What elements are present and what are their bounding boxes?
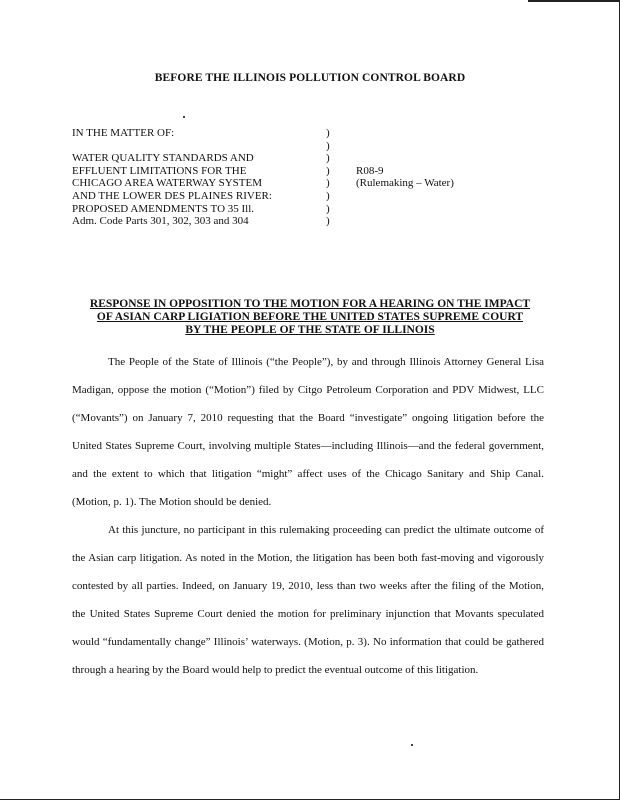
caption-row bbox=[72, 152, 532, 165]
caption-line: Adm. Code Parts 301, 302, 303 and 304 bbox=[72, 215, 249, 228]
scan-speck bbox=[183, 116, 185, 118]
caption-line: CHICAGO AREA WATERWAY SYSTEM bbox=[72, 177, 262, 190]
caption-row bbox=[72, 203, 532, 216]
caption-paren: ) bbox=[326, 164, 330, 177]
caption-line: WATER QUALITY STANDARDS AND bbox=[72, 152, 254, 165]
caption-row bbox=[72, 177, 532, 190]
page-edge-line bbox=[528, 0, 620, 2]
matter-of-label: IN THE MATTER OF: bbox=[72, 127, 175, 139]
response-title bbox=[60, 298, 560, 337]
caption-paren: ) bbox=[326, 152, 330, 165]
caption-paren: ) bbox=[326, 215, 330, 228]
caption-paren: ) bbox=[326, 189, 330, 202]
caption-row bbox=[72, 127, 532, 140]
caption-paren: ) bbox=[326, 202, 330, 215]
caption-paren: ) bbox=[326, 177, 330, 190]
caption-row bbox=[72, 215, 532, 228]
paragraph: At this juncture, no participant in this rulemaking proceeding can predict the ultimate outcome of the Asian carp litigation. As noted in the Motion, the litigation has been both fast-moving and vigorously contested by all parties. Indeed, on January 19, 2010, less than two weeks after the filing of the Motion, the United States Supreme Court denied the motion for preliminary injunction that Movants speculated would “fundamentally change” Illinois’ waterways. (Motion, p. 3). No information that could be gathered through a hearing by the Board would help to predict the eventual outcome of this litigation. bbox=[72, 524, 544, 676]
caption-paren: ) bbox=[326, 127, 330, 139]
caption-line: EFFLUENT LIMITATIONS FOR THE bbox=[72, 164, 247, 177]
scan-speck bbox=[411, 744, 413, 746]
title-line: RESPONSE IN OPPOSITION TO THE MOTION FOR A HEARING ON THE IMPACT bbox=[89, 298, 531, 310]
caption-paren: ) bbox=[326, 139, 330, 152]
case-caption bbox=[72, 127, 532, 228]
title-line: OF ASIAN CARP LIGIATION BEFORE THE UNITED STATES SUPREME COURT bbox=[96, 311, 524, 323]
title-line: BY THE PEOPLE OF THE STATE OF ILLINOIS bbox=[185, 324, 435, 336]
paragraph: The People of the State of Illinois (“the People”), by and through Illinois Attorney General Lisa Madigan, oppose the motion (“Motion”) filed by Citgo Petroleum Corporation and PDV Midwest, LLC (“Movants”) on January 7, 2010 requesting that the Board “investigate” ongoing litigation before the United States Supreme Court, involving multiple States—including Illinois—and the federal government, and the extent to which that litigation “might” affect uses of the Chicago Sanitary and Ship Canal. (Motion, p. 1). The Motion should be denied. bbox=[72, 356, 544, 508]
caption-row bbox=[72, 140, 532, 153]
caption-line: PROPOSED AMENDMENTS TO 35 Ill. bbox=[72, 202, 255, 215]
caption-line: AND THE LOWER DES PLAINES RIVER: bbox=[72, 189, 272, 202]
docket-number: R08-9 bbox=[356, 164, 384, 177]
docket-type: (Rulemaking – Water) bbox=[356, 177, 454, 190]
board-heading: BEFORE THE ILLINOIS POLLUTION CONTROL BOARD bbox=[154, 72, 466, 84]
body-text bbox=[72, 348, 544, 684]
caption-row bbox=[72, 190, 532, 203]
caption-row bbox=[72, 165, 532, 178]
